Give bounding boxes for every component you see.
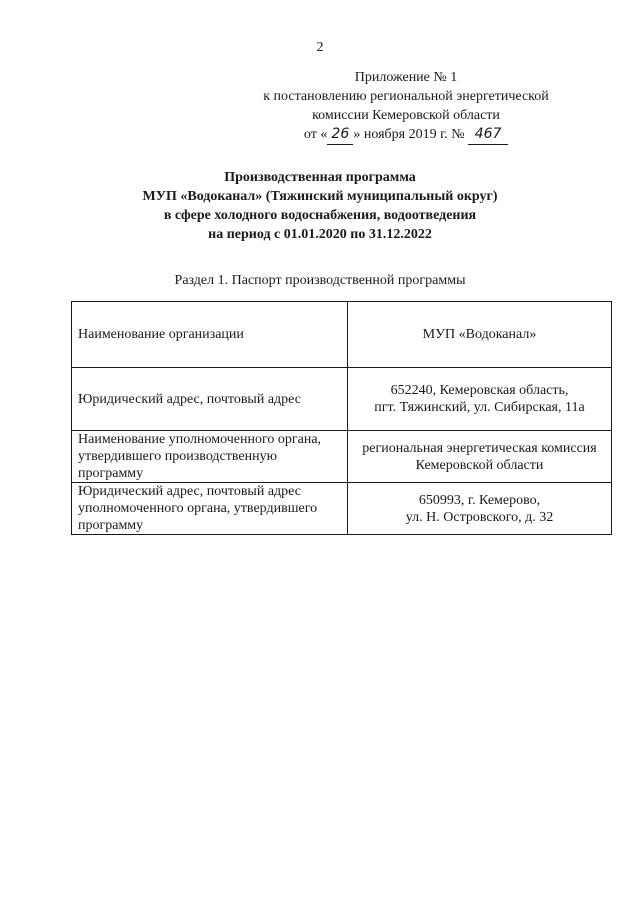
appendix-reference: к постановлению региональной энергетической <box>263 89 549 104</box>
row-value <box>348 431 612 483</box>
table-row <box>72 483 612 535</box>
handwritten-day: 26 <box>327 125 353 145</box>
page-number: 2 <box>316 40 324 55</box>
title-line-3: в сфере холодного водоснабжения, водоотведения <box>163 208 477 223</box>
row-label: Юридический адрес, почтовый адрес <box>72 368 348 431</box>
value-line: 650993, г. Кемерово, <box>418 492 541 508</box>
appendix-block <box>236 68 576 145</box>
value-line: региональная энергетическая комиссия <box>362 440 597 456</box>
table-row <box>72 431 612 483</box>
passport-table <box>71 301 612 535</box>
section-heading: Раздел 1. Паспорт производственной программы <box>174 273 466 288</box>
title-line-1: Производственная программа <box>224 170 416 185</box>
date-middle: » ноября 2019 г. № <box>353 127 469 142</box>
appendix-commission: комиссии Кемеровской области <box>312 108 500 123</box>
row-value <box>348 483 612 535</box>
row-value <box>348 368 612 431</box>
document-title <box>0 168 640 244</box>
title-line-4: на период с 01.01.2020 по 31.12.2022 <box>208 227 432 242</box>
value-line: ул. Н. Островского, д. 32 <box>405 509 554 525</box>
handwritten-number: 467 <box>468 125 508 145</box>
value-line: 652240, Кемеровская область, <box>390 383 569 398</box>
appendix-date-line <box>236 125 576 145</box>
date-prefix: от « <box>303 127 328 142</box>
table-row <box>72 302 612 368</box>
row-value <box>348 302 612 368</box>
row-label: Наименование уполномоченного органа, утвердившего производственную программу <box>72 431 348 483</box>
appendix-title: Приложение № 1 <box>354 70 458 85</box>
title-line-2: МУП «Водоканал» (Тяжинский муниципальный округ) <box>142 189 498 204</box>
row-label: Юридический адрес, почтовый адрес уполномоченного органа, утвердившего программу <box>72 483 348 535</box>
value-line: МУП «Водоканал» <box>422 327 537 342</box>
value-line: Кемеровской области <box>415 457 544 473</box>
value-line: пгт. Тяжинский, ул. Сибирская, 11а <box>374 400 585 415</box>
table-row <box>72 368 612 431</box>
row-label: Наименование организации <box>72 302 348 368</box>
